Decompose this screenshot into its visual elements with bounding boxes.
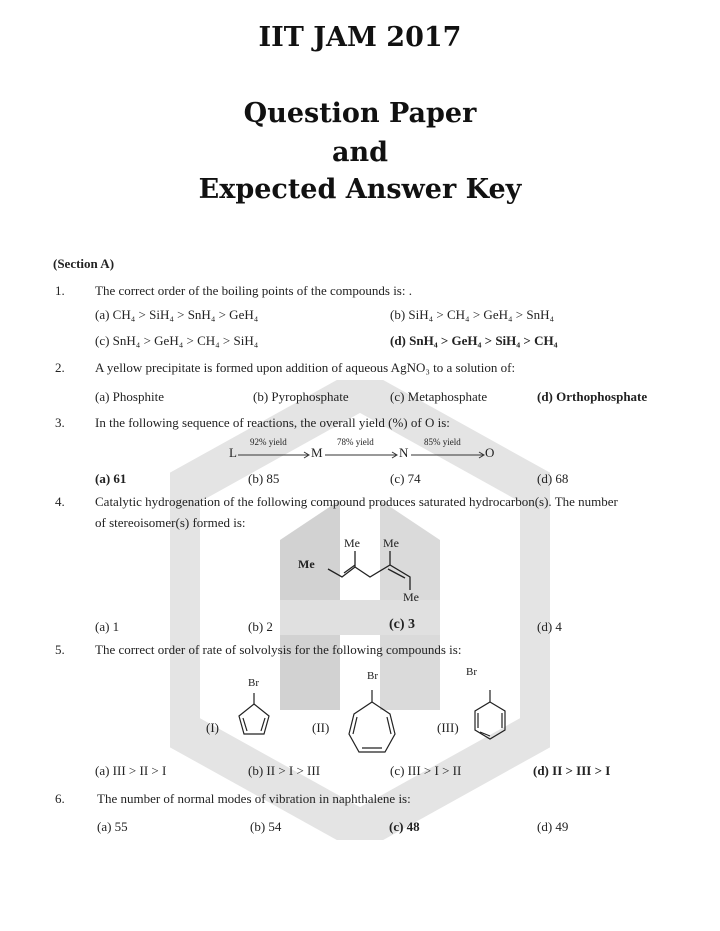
yield-label: 78% yield <box>337 437 374 447</box>
question-text: A yellow precipitate is formed upon addition of aqueous AgNO₃ to a solution of: <box>95 360 516 375</box>
option-c: (c) SnH₄ > GeH₄ > CH₄ > SiH₄ <box>95 333 259 348</box>
option-a: (a) III > II > I <box>95 763 167 778</box>
option-c: (c) III > I > II <box>390 763 462 778</box>
option-c-answer: (c) 3 <box>389 617 416 632</box>
title-line-1: IIT JAM 2017 <box>258 22 462 53</box>
reactant-L: L <box>229 445 237 460</box>
option-a: (a) CH₄ > SiH₄ > SnH₄ > GeH₄ <box>95 307 259 322</box>
question-number: 3. <box>55 415 65 430</box>
option-d: (d) 68 <box>537 471 569 486</box>
methyl-label: Me <box>383 536 399 550</box>
option-b: (b) 85 <box>248 471 280 486</box>
option-b: (b) 54 <box>250 819 282 834</box>
reaction-arrows <box>238 450 488 460</box>
yield-label: 85% yield <box>424 437 461 447</box>
title-line-4: Expected Answer Key <box>198 174 522 205</box>
compound-label-III: (III) <box>437 720 459 735</box>
bromine-label: Br <box>367 670 378 682</box>
product-O: O <box>485 445 495 460</box>
option-d-answer: (d) SnH₄ > GeH₄ > SiH₄ > CH₄ <box>390 333 558 348</box>
methyl-label: Me <box>298 557 315 571</box>
option-b: (b) SiH₄ > CH₄ > GeH₄ > SnH₄ <box>390 307 554 322</box>
solvolysis-structures <box>225 690 525 770</box>
option-c: (c) Metaphosphate <box>390 389 488 404</box>
option-a: (a) Phosphite <box>95 389 164 404</box>
title-line-3: and <box>331 137 388 168</box>
option-b: (b) 2 <box>248 619 273 634</box>
option-c: (c) 74 <box>390 471 421 486</box>
question-text-cont: of stereoisomer(s) formed is: <box>95 515 246 530</box>
bromine-label: Br <box>248 677 259 689</box>
question-text: The number of normal modes of vibration in naphthalene is: <box>97 791 411 806</box>
option-a: (a) 1 <box>95 619 120 634</box>
title-line-2: Question Paper <box>243 98 477 129</box>
option-d: (d) 4 <box>537 619 562 634</box>
yield-label: 92% yield <box>250 437 287 447</box>
option-d-answer: (d) Orthophosphate <box>537 389 648 404</box>
methyl-label: Me <box>403 590 419 604</box>
bromine-label: Br <box>466 666 477 678</box>
question-text: The correct order of rate of solvolysis for the following compounds is: <box>95 642 462 657</box>
option-a: (a) 55 <box>97 819 128 834</box>
product-M: M <box>311 445 323 460</box>
question-text: The correct order of the boiling points of the compounds is: . <box>95 283 412 298</box>
option-d: (d) 49 <box>537 819 569 834</box>
question-number: 6. <box>55 791 65 806</box>
option-b: (b) Pyrophosphate <box>253 389 349 404</box>
question-number: 2. <box>55 360 65 375</box>
compound-label-I: (I) <box>206 720 219 735</box>
question-text: Catalytic hydrogenation of the following compound produces saturated hydrocarbon(s). The number <box>95 494 618 509</box>
question-number: 1. <box>55 283 65 298</box>
question-number: 5. <box>55 642 65 657</box>
section-heading: (Section A) <box>53 256 115 271</box>
diene-structure <box>310 545 430 595</box>
option-d-answer: (d) II > III > I <box>533 763 611 778</box>
option-b: (b) II > I > III <box>248 763 321 778</box>
question-number: 4. <box>55 494 65 509</box>
question-text: In the following sequence of reactions, the overall yield (%) of O is: <box>95 415 450 430</box>
option-c-answer: (c) 48 <box>389 819 420 834</box>
option-a-answer: (a) 61 <box>95 471 127 486</box>
product-N: N <box>399 445 409 460</box>
compound-label-II: (II) <box>312 720 330 735</box>
methyl-label: Me <box>344 536 360 550</box>
